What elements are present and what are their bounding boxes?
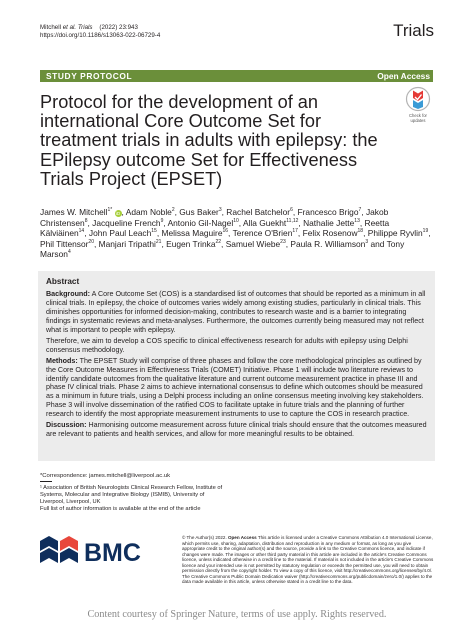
- correspondence-note: *Correspondence: james.mitchell@liverpool.ac.uk: [40, 473, 171, 479]
- affiliation-text: ¹ Association of British Neurologists Clinical Research Fellow, Institute of Systems, Molecular and Integrative Biology (ISMIB), University of Liverpool, Liverpool, UK: [40, 485, 223, 505]
- abstract-discussion: Discussion: Harmonising outcome measurement across future clinical trials should ensure that the outcomes measured are relevant to patients and health services, and allow for more meaningful results to be obtained.: [46, 421, 427, 439]
- author-name: Tony Marson$^4$: [40, 238, 405, 260]
- author-name: Samuel Wiebe$^{23}$: [225, 238, 286, 249]
- bmc-logo-text: BMC: [84, 539, 141, 567]
- abstract-methods: Methods: The EPSET Study will comprise of three phases and follow the core methodological principles as outlined by the Core Outcome Measures in Effectiveness Trials (COMET) Initiative. Phase 1 will include two literature reviews to identify candidate outcomes from the qualitative literature and current outcome measurement practice in phase III and phase IV clinical trials. Phase 2 aims to achieve international consensus to define which outcomes should be measured as a minimum in future trials, using a Delphi process including an online consensus meeting involving key stakeholders. Phase 3 will involve dissemination of the ratified COS to facilitate uptake in future trials and the planning of further research to identify the most appropriate measurement instruments to use to capture the COS in research practice.: [46, 356, 424, 419]
- abstract-body: [46, 290, 430, 441]
- author-name: Nathalie Jette$^{13}$: [303, 217, 360, 228]
- author-info-note: Full list of author information is available at the end of the article: [40, 505, 201, 512]
- author-name: Melissa Maguire$^{16}$: [161, 228, 229, 239]
- affiliation-note: [40, 485, 230, 513]
- abstract-background: Background: A Core Outcome Set (COS) is a standardised list of outcomes that should be reported as a minimum in all clinical trials. In epilepsy, the choice of outcomes varies widely among existing studies, particularly in clinical trials. This diminishes opportunities for informed decision-making, contributes to research waste and is a barrier to integrating findings in systematic reviews and meta-analyses. Furthermore, the outcomes currently being measured may not reflect what is important to people with epilepsy.: [46, 290, 426, 334]
- author-name: Antonio Gil-Nagel$^{10}$: [167, 217, 239, 228]
- author-name: Adam Noble$^2$: [125, 207, 175, 217]
- abstract-background-2: Therefore, we aim to develop a COS specific to clinical effectiveness research for adults with epilepsy using Delphi consensus methodology.: [46, 336, 408, 354]
- author-name: Francesco Brigo$^7$: [297, 207, 362, 217]
- author-name: Jacqueline French$^9$: [92, 217, 164, 228]
- author-name: Reetta Kälviäinen$^{14}$: [40, 217, 390, 239]
- author-name: Alla Guekht$^{11,12}$: [242, 217, 299, 228]
- author-name: Felix Rosenow$^{18}$: [302, 228, 364, 239]
- author-name: Philippe Ryvlin$^{19}$: [367, 228, 429, 239]
- citation-authors: Mitchell: [40, 24, 63, 31]
- citation-year: (2022) 23:943: [99, 24, 138, 31]
- page-footer: Content courtesy of Springer Nature, terms of use apply. Rights reserved.: [87, 609, 387, 620]
- open-access-label: Open Access: [377, 71, 430, 81]
- footnote-divider: [40, 481, 52, 482]
- author-name: Phil Tittensor$^{20}$: [40, 238, 94, 249]
- journal-name: Trials: [393, 21, 434, 40]
- author-name: Manjari Tripathi$^{21}$: [98, 238, 162, 249]
- author-name: Jakob Christensen$^8$: [40, 207, 389, 228]
- author-name: James W. Mitchell$^{1*}$ iD: [40, 207, 121, 217]
- bmc-logo: [40, 536, 160, 568]
- article-title: Protocol for the development of an international Core Outcome Set for treatment trials in adults with epilepsy: the EPilepsy outcome Set for Effectiveness Trials Project (EPSET): [40, 92, 378, 189]
- abstract-heading: Abstract: [46, 277, 80, 286]
- citation-doi[interactable]: https://doi.org/10.1186/s13063-022-06729-4: [40, 32, 161, 40]
- crossmark-label: Check for updates: [409, 113, 427, 123]
- license-statement: © The Author(s) 2022. Open Access This article is licensed under a Creative Commons Attribution 4.0 International License, which permits use, sharing, adaptation, distribution and reproduction in any medium or format, as long as you give appropriate credit to the original author(s) and the source, provide a link to the Creative Commons licence, and indicate if changes were made. The images or other third party material in this article are included in the article's Creative Commons licence, unless indicated otherwise in a credit line to the material. If material is not included in the article's Creative Commons licence and your intended use is not permitted by statutory regulation or exceeds the permitted use, you will need to obtain permission directly from the copyright holder. To view a copy of this licence, visit http://creativecommons.org/licenses/by/4.0/. The Creative Commons Public Domain Dedication waiver (http://creativecommons.org/publicdomain/zero/1.0/) applies to the data made available in this article, unless otherwise stated in a credit line to the data.: [182, 535, 434, 585]
- author-name: Terence O'Brien$^{17}$: [232, 228, 298, 239]
- author-list: James W. Mitchell$^{1*}$ iD, Adam Noble$^2$, Gus Baker$^3$, Rachel Batchelor$^6$, Francesco Brigo$^7$, Jakob Christensen$^8$, Jacqueline French$^9$, Antonio Gil-Nagel$^{10}$, Alla Guekht$^{11,12}$, Nathalie Jette$^{13}$, Reetta Kälviäinen$^{14}$, John Paul Leach$^{15}$, Melissa Maguire$^{16}$, Terence O'Brien$^{17}$, Felix Rosenow$^{18}$, Philippe Ryvlin$^{19}$, Phil Tittensor$^{20}$, Manjari Tripathi$^{21}$, Eugen Trinka$^{22}$, Samuel Wiebe$^{23}$, Paula R. Williamson$^3$ and Tony Marson$^4$: [40, 207, 431, 260]
- article-citation: [40, 24, 160, 40]
- author-name: John Paul Leach$^{15}$: [88, 228, 157, 239]
- author-name: Paula R. Williamson$^3$: [290, 238, 369, 249]
- article-type-label: STUDY PROTOCOL: [46, 71, 133, 81]
- author-name: Gus Baker$^3$: [179, 207, 222, 217]
- author-name: Eugen Trinka$^{22}$: [166, 238, 222, 249]
- crossmark-icon[interactable]: [404, 86, 432, 112]
- author-name: Rachel Batchelor$^6$: [226, 207, 293, 217]
- orcid-icon[interactable]: iD: [115, 211, 121, 216]
- citation-journal: et al. Trials: [62, 24, 93, 31]
